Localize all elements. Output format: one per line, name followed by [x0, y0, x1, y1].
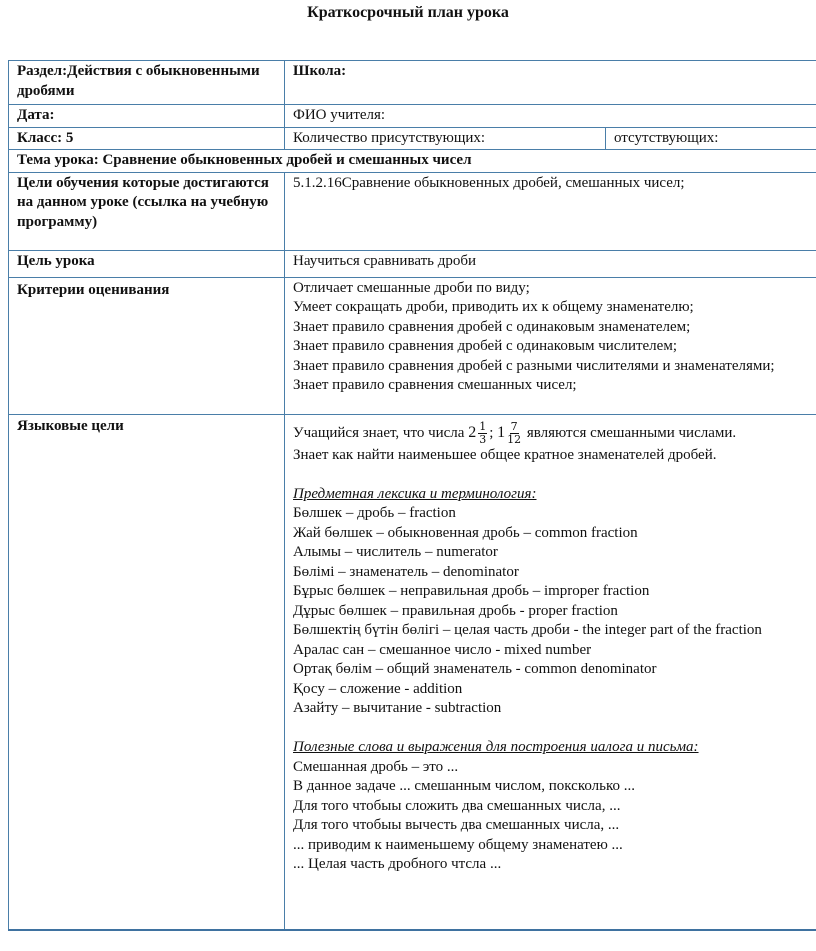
mixed-number-2-fraction: $\frac{7}{12}$ [507, 419, 522, 446]
row-language-goals [9, 414, 816, 930]
teacher-cell: ФИО учителя: [285, 105, 816, 128]
class-cell: Класс: 5 [9, 127, 285, 150]
lesson-plan-table [8, 60, 816, 931]
row-topic [9, 150, 816, 173]
lesson-goal-label: Цель урока [9, 250, 285, 277]
language-goals-content [285, 414, 816, 930]
phrase-item: Для того чтобыы вычесть два смешанных числа, ... [293, 817, 620, 834]
absent-cell: отсутствующих: [606, 127, 816, 150]
school-cell: Школа: [285, 61, 816, 105]
lcm-line: Знает как найти наименьшее общее кратное знаменателей дробей. [293, 446, 717, 463]
phrase-item: ... приводим к наименьшему общему знаменатею ... [293, 836, 623, 853]
criterion-item: Умеет сокращать дроби, приводить их к общему знаменателю; [293, 299, 694, 315]
document-title: Краткосрочный план урока [307, 4, 509, 21]
mixed-number-2-whole: 1 [497, 423, 506, 441]
topic-cell: Тема урока: Сравнение обыкновенных дробей и смешанных чисел [9, 150, 816, 173]
criterion-item: Знает правило сравнения дробей с разными числителями и знаменателями; [293, 357, 775, 374]
vocab-item: Бөлшектің бүтін бөлігі – целая часть дроби - the integer part of the fraction [293, 622, 762, 639]
learning-objectives-label: Цели обучения которые достигаются на данном уроке (ссылка на учебную программу) [9, 172, 285, 250]
vocab-item: Бұрыс бөлшек – неправильная дробь – improper fraction [293, 583, 650, 600]
criterion-item: Отличает смешанные дроби по виду; [293, 279, 530, 296]
learning-objectives-value: 5.1.2.16Сравнение обыкновенных дробей, смешанных чисел; [285, 172, 816, 250]
phrase-item: Для того чтобыы сложить два смешанных числа, ... [293, 797, 621, 814]
row-assessment-criteria [9, 277, 816, 414]
row-section [9, 61, 816, 105]
vocab-item: Алымы – числитель – numerator [293, 544, 498, 561]
assessment-criteria-list [285, 277, 816, 414]
row-date [9, 105, 816, 128]
section-cell: Раздел:Действия с обыкновенными дробями [9, 61, 285, 105]
vocab-item: Аралас сан – смешанное число - mixed number [293, 641, 592, 658]
row-lesson-goal [9, 250, 816, 277]
phrase-item: ... Целая часть дробного чтсла ... [293, 856, 502, 873]
criterion-item: Знает правило сравнения дробей с одинаковым числителем; [293, 338, 677, 354]
language-goals-label: Языковые цели [9, 414, 285, 930]
vocab-item: Қосу – сложение - addition [293, 680, 463, 697]
phrase-item: Смешанная дробь – это ... [293, 758, 459, 775]
phrases-heading: Полезные слова и выражения для построения иалога и письма: [293, 739, 699, 756]
vocab-item: Дұрыс бөлшек – правильная дробь - proper fraction [293, 602, 618, 619]
present-cell: Количество присутствующих: [285, 127, 606, 150]
vocab-item: Жай бөлшек – обыкновенная дробь – common fraction [293, 524, 638, 541]
mixed-number-1-fraction: $\frac{1}{3}$ [479, 419, 487, 446]
vocab-heading: Предметная лексика и терминология: [293, 485, 537, 502]
phrase-item: В данное задаче ... смешанным числом, поксколько ... [293, 778, 636, 795]
mixed-numbers-line: Учащийся знает, что числа 2 $\frac{1}{3}$ ; 1 $\frac{7}{12}$ являются смешанными числами. [293, 419, 737, 446]
row-class [9, 127, 816, 150]
vocab-item: Азайту – вычитание - subtraction [293, 700, 502, 717]
criterion-item: Знает правило сравнения дробей с одинаковым знаменателем; [293, 318, 691, 335]
assessment-criteria-label: Критерии оценивания [9, 277, 285, 414]
vocab-item: Ортақ бөлім – общий знаменатель - common denominator [293, 661, 657, 678]
mixed-number-1-whole: 2 [468, 423, 477, 441]
row-learning-objectives [9, 172, 816, 250]
criterion-item: Знает правило сравнения смешанных чисел; [293, 377, 577, 393]
date-cell: Дата: [9, 105, 285, 128]
vocab-item: Бөлшек – дробь – fraction [293, 505, 456, 522]
vocab-item: Бөлімі – знаменатель – denominator [293, 563, 519, 580]
lesson-goal-value: Научиться сравнивать дроби [285, 250, 816, 277]
